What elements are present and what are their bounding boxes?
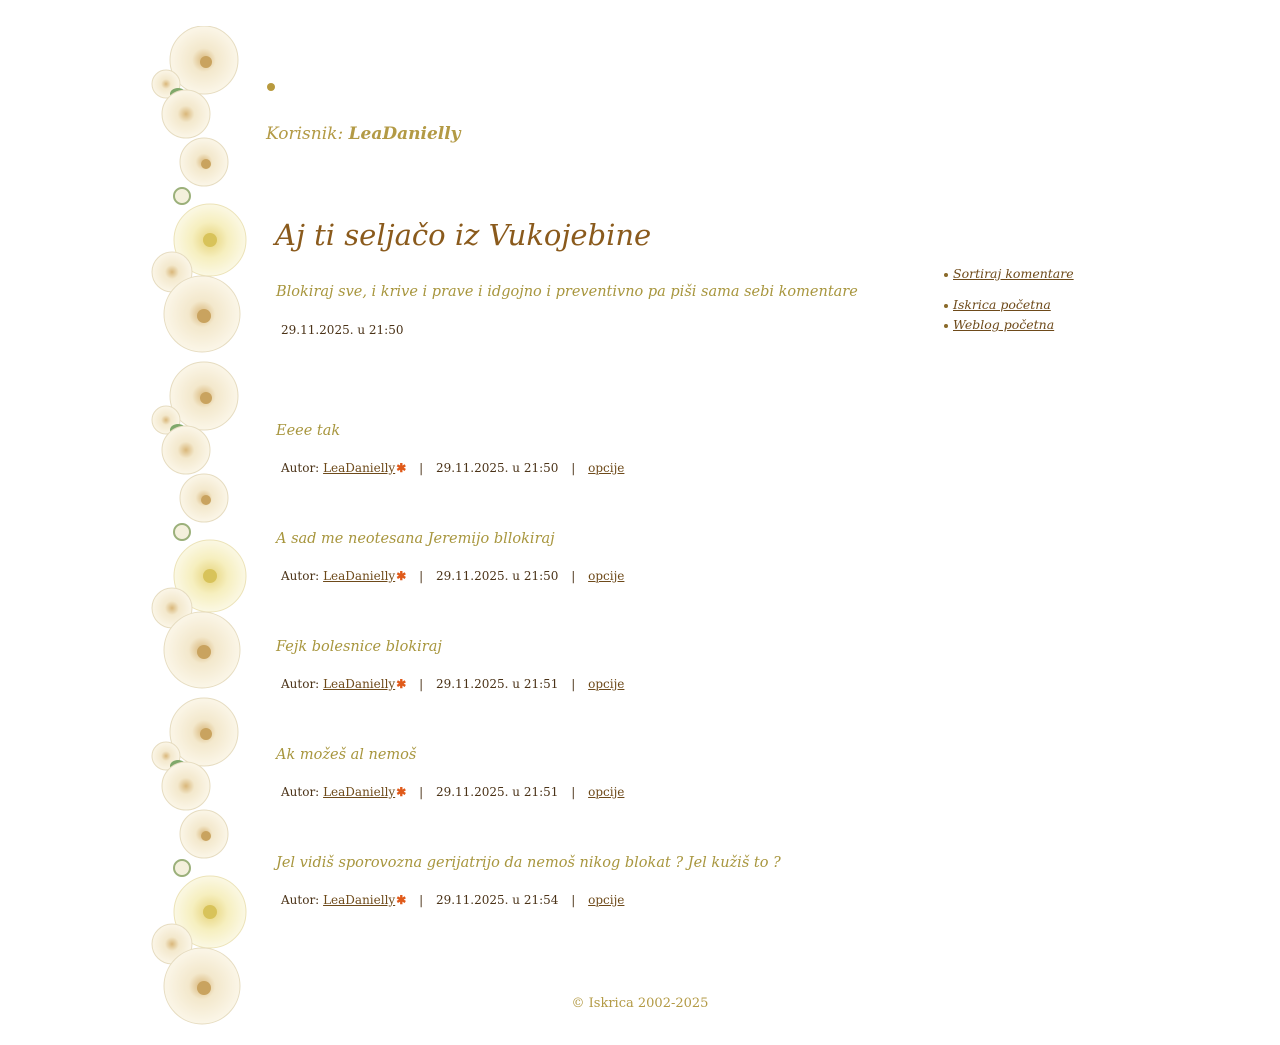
iskrica-home-link[interactable]: Iskrica početna — [953, 297, 1051, 312]
comment-options-link[interactable]: opcije — [588, 785, 625, 799]
comment-text: Fejk bolesnice blokiraj — [276, 639, 442, 655]
header-bullet — [267, 83, 275, 91]
separator: | — [419, 461, 424, 475]
asterisk-star-icon: ✱ — [396, 785, 407, 799]
comment-options-link[interactable]: opcije — [588, 461, 625, 475]
footer-copyright: © Iskrica 2002-2025 — [571, 996, 709, 1011]
comment-item — [276, 747, 896, 799]
comment-text: Jel vidiš sporovozna gerijatrijo da nemoš nikog blokat ? Jel kužiš to ? — [276, 855, 781, 871]
comment-text: A sad me neotesana Jeremijo bllokiraj — [276, 531, 555, 547]
author-label: Autor: — [281, 461, 320, 475]
author-label: Autor: — [281, 569, 320, 583]
separator: | — [571, 677, 576, 691]
sidebar-item-iskrica — [943, 297, 1074, 317]
comment-date: 29.11.2025. u 21:54 — [435, 893, 559, 907]
comment-date: 29.11.2025. u 21:51 — [435, 785, 559, 799]
author-label: Autor: — [281, 785, 320, 799]
comment-options-link[interactable]: opcije — [588, 677, 625, 691]
comment-meta — [281, 569, 896, 583]
weblog-home-link[interactable]: Weblog početna — [953, 317, 1055, 332]
comment-item — [276, 855, 896, 907]
comment-item — [276, 423, 896, 475]
comment-options-link[interactable]: opcije — [588, 569, 625, 583]
comment-meta — [281, 893, 896, 907]
separator: | — [571, 569, 576, 583]
separator: | — [419, 677, 424, 691]
flower-decoration — [146, 26, 250, 1036]
comment-date: 29.11.2025. u 21:50 — [435, 569, 559, 583]
sidebar-item-sort — [943, 266, 1074, 286]
sidebar — [943, 266, 1074, 337]
comment-meta — [281, 461, 896, 475]
comment-author-link[interactable]: LeaDanielly — [323, 677, 396, 691]
asterisk-star-icon: ✱ — [396, 893, 407, 907]
comment-date: 29.11.2025. u 21:51 — [435, 677, 559, 691]
comment-author-link[interactable]: LeaDanielly — [323, 569, 396, 583]
username: LeaDanielly — [348, 124, 461, 144]
user-label: Korisnik: — [266, 124, 344, 144]
separator: | — [571, 461, 576, 475]
comment-author-link[interactable]: LeaDanielly — [323, 785, 396, 799]
post-date: 29.11.2025. u 21:50 — [281, 323, 404, 337]
comment-author-link[interactable]: LeaDanielly — [323, 893, 396, 907]
sidebar-sort-list — [943, 266, 1074, 286]
user-line — [266, 124, 461, 144]
asterisk-star-icon: ✱ — [396, 569, 407, 583]
separator: | — [419, 785, 424, 799]
asterisk-star-icon: ✱ — [396, 677, 407, 691]
separator: | — [571, 785, 576, 799]
comment-meta — [281, 785, 896, 799]
comment-text: Ak možeš al nemoš — [276, 747, 417, 763]
post-body: Blokiraj sve, i krive i prave i idgojno i preventivno pa piši sama sebi komentare — [276, 284, 858, 300]
post-title: Aj ti seljačo iz Vukojebine — [275, 218, 652, 252]
comment-date: 29.11.2025. u 21:50 — [435, 461, 559, 475]
separator: | — [419, 893, 424, 907]
author-label: Autor: — [281, 677, 320, 691]
comment-text: Eeee tak — [276, 423, 341, 439]
separator: | — [571, 893, 576, 907]
comment-options-link[interactable]: opcije — [588, 893, 625, 907]
sidebar-item-weblog — [943, 317, 1074, 337]
author-label: Autor: — [281, 893, 320, 907]
separator: | — [419, 569, 424, 583]
sidebar-nav-list — [943, 297, 1074, 337]
asterisk-star-icon: ✱ — [396, 461, 407, 475]
comment-item — [276, 531, 896, 583]
comment-meta — [281, 677, 896, 691]
sort-comments-link[interactable]: Sortiraj komentare — [953, 266, 1074, 281]
comment-item — [276, 639, 896, 691]
comment-author-link[interactable]: LeaDanielly — [323, 461, 396, 475]
